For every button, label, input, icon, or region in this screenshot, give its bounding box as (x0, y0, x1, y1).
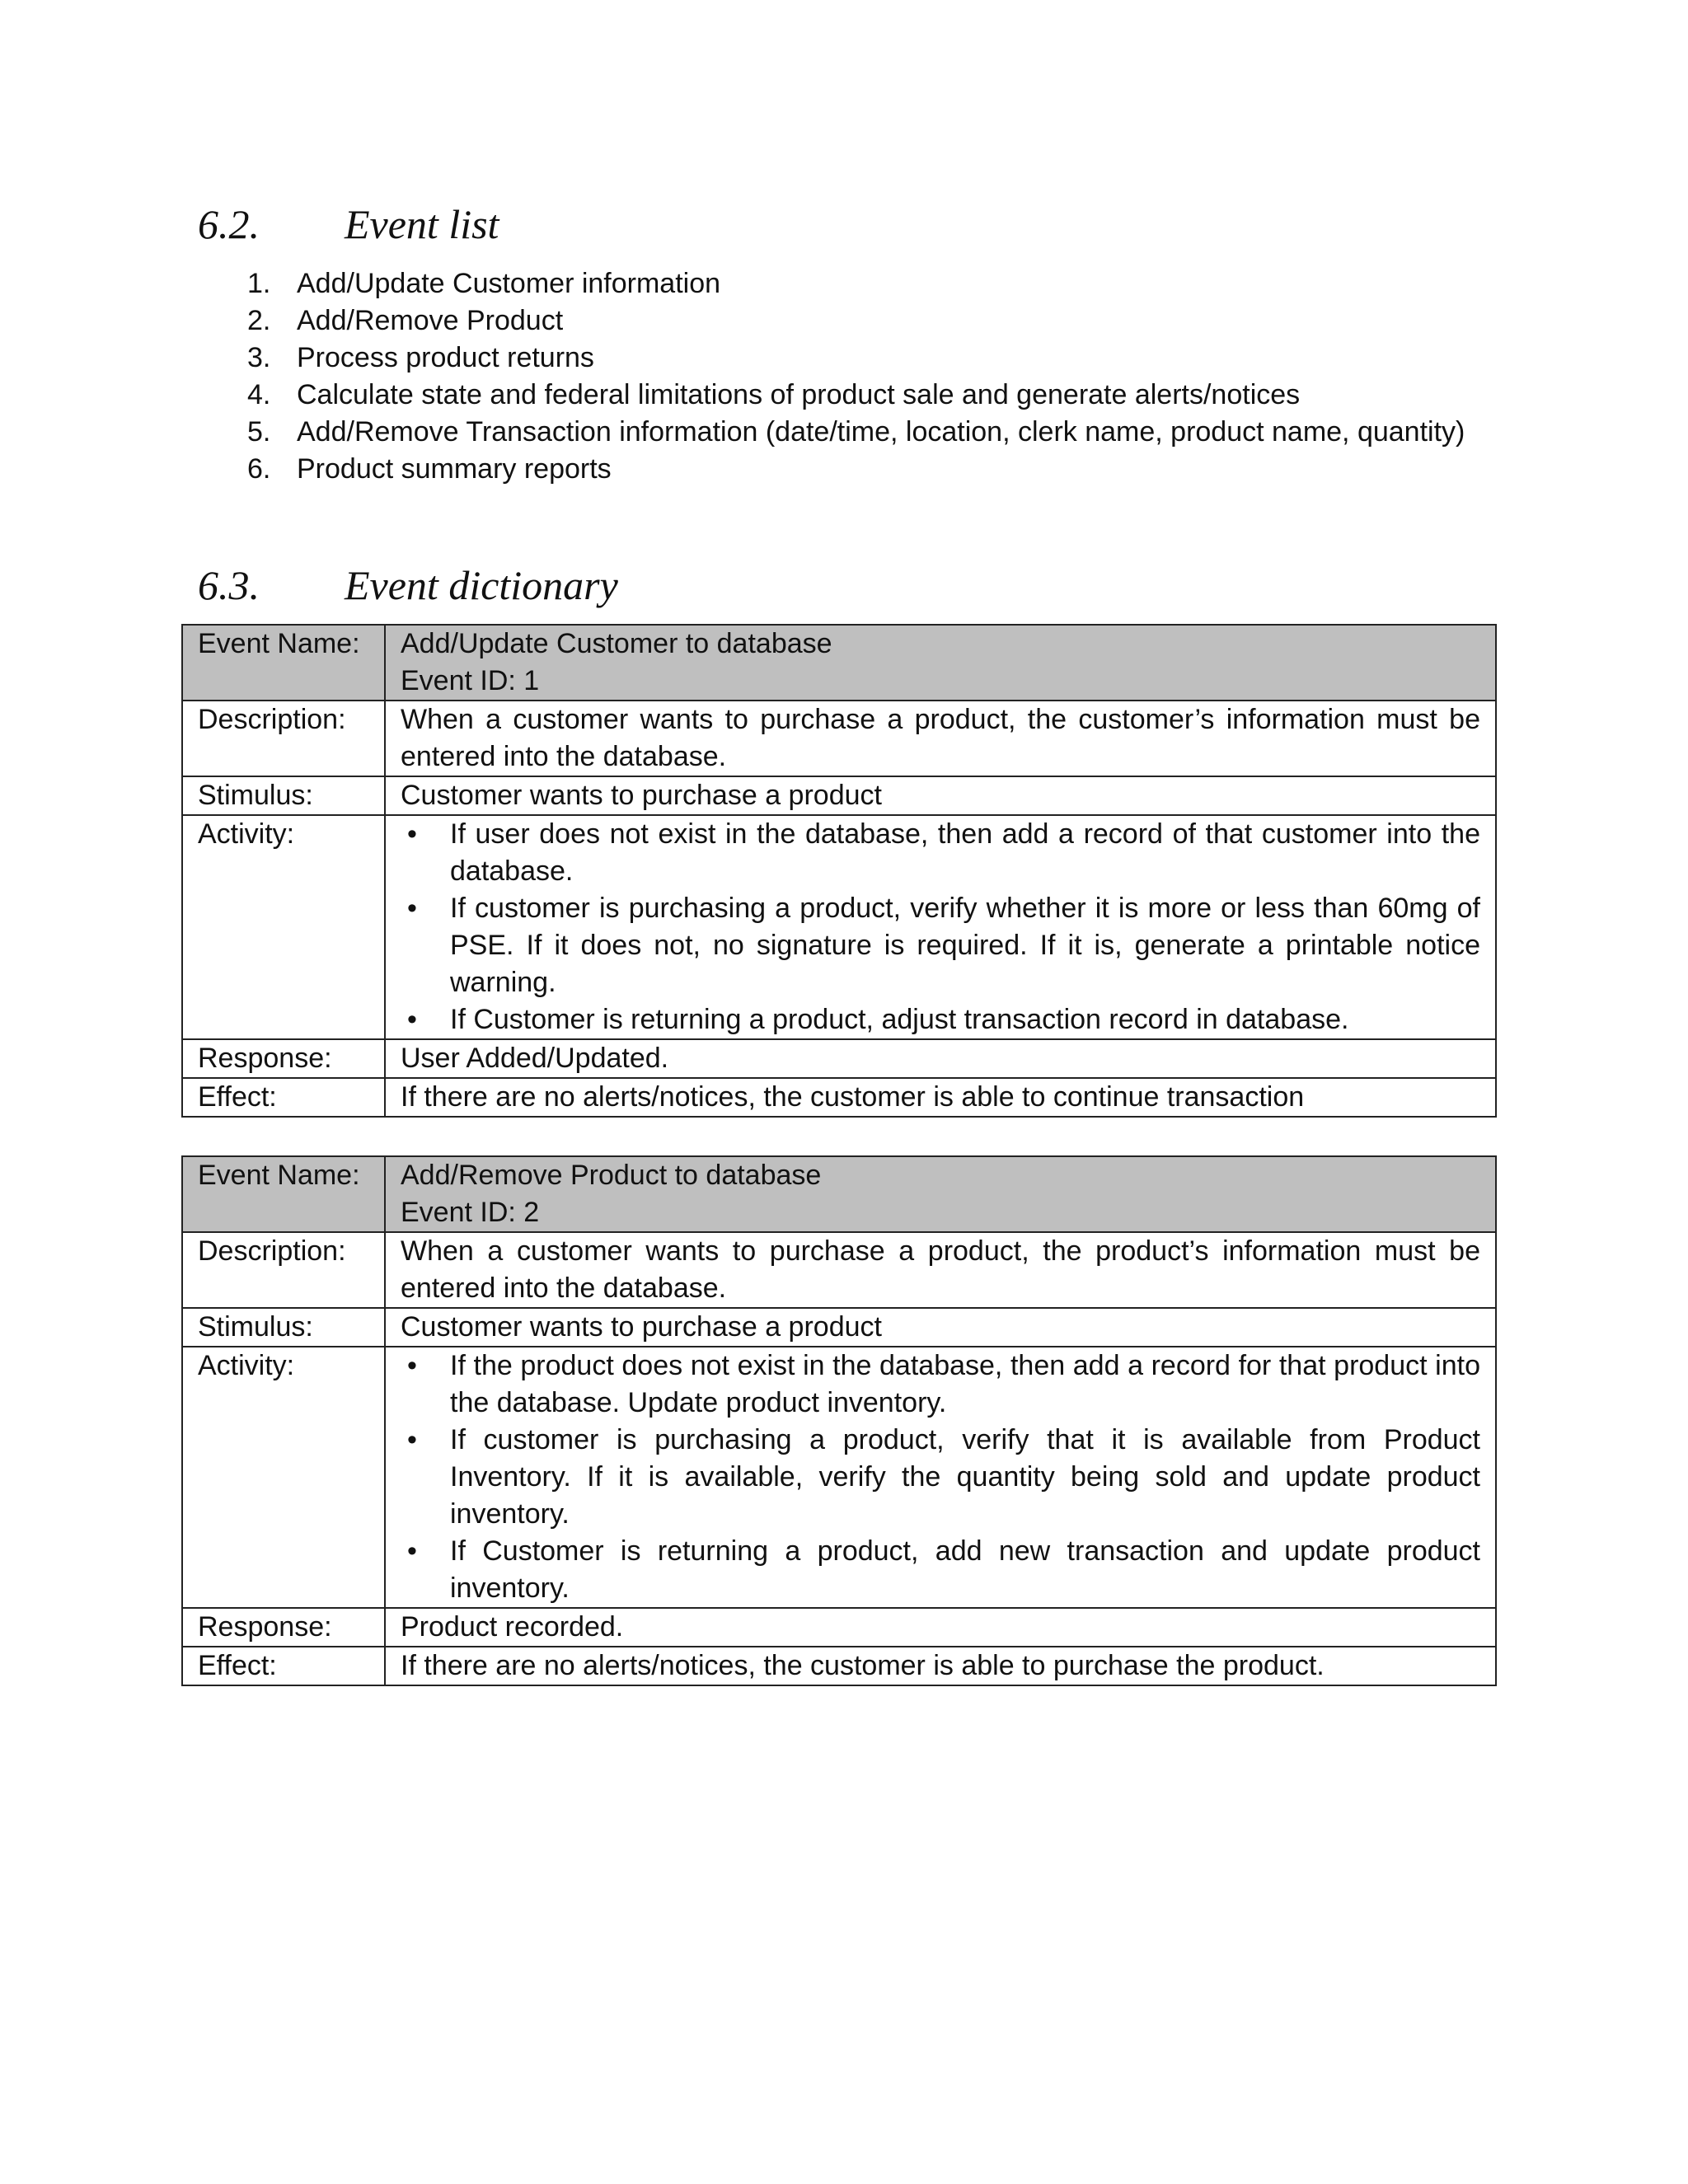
list-item (247, 265, 1465, 302)
activity-cell (385, 815, 1496, 1039)
event-table-2 (181, 1155, 1497, 1686)
effect-text: If there are no alerts/notices, the customer is able to purchase the product. (385, 1647, 1496, 1685)
stimulus-label: Stimulus: (182, 776, 385, 815)
activity-text: If customer is purchasing a product, verify whether it is more or less than 60mg of PSE. If it does not, no signature is required. If it is, generate a printable notice warning. (450, 893, 1480, 998)
table-row-description (182, 1232, 1496, 1308)
list-item (247, 414, 1465, 451)
bullet-icon: • (407, 818, 417, 850)
section-number: 6.3. (198, 562, 260, 608)
event-id: Event ID: 2 (401, 1197, 540, 1228)
list-item-text: Process product returns (297, 342, 594, 373)
table-row-event-name (182, 1156, 1496, 1232)
event-name: Add/Remove Product to database (401, 1160, 822, 1191)
section-title: Event dictionary (345, 562, 618, 608)
list-item-number: 4. (247, 379, 271, 410)
description-text: When a customer wants to purchase a product, the customer’s information must be entered into the database. (385, 701, 1496, 776)
list-item-number: 2. (247, 305, 271, 336)
list-item (401, 1422, 1480, 1533)
response-text: User Added/Updated. (385, 1039, 1496, 1078)
list-item (401, 816, 1480, 890)
event-name-label: Event Name: (182, 625, 385, 701)
description-label: Description: (182, 701, 385, 776)
activity-text: If user does not exist in the database, then add a record of that customer into the database. (450, 818, 1480, 887)
list-item (247, 377, 1465, 414)
list-item (401, 1001, 1480, 1038)
activity-list (401, 1347, 1480, 1607)
effect-label: Effect: (182, 1647, 385, 1685)
table-row-stimulus (182, 776, 1496, 815)
list-item (401, 1533, 1480, 1607)
description-label: Description: (182, 1232, 385, 1308)
section-title: Event list (345, 201, 499, 247)
effect-label: Effect: (182, 1078, 385, 1117)
response-text: Product recorded. (385, 1608, 1496, 1647)
stimulus-text: Customer wants to purchase a product (385, 1308, 1496, 1347)
bullet-icon: • (407, 1535, 417, 1567)
list-item (247, 302, 1465, 340)
activity-list (401, 816, 1480, 1038)
list-item-number: 6. (247, 453, 271, 485)
list-item-number: 1. (247, 268, 271, 299)
response-label: Response: (182, 1039, 385, 1078)
event-list (247, 265, 1465, 488)
section-number: 6.2. (198, 201, 260, 247)
stimulus-text: Customer wants to purchase a product (385, 776, 1496, 815)
section-heading-event-list (198, 199, 499, 249)
table-row-effect (182, 1647, 1496, 1685)
table-row-activity (182, 815, 1496, 1039)
bullet-icon: • (407, 1424, 417, 1455)
table-row-activity (182, 1347, 1496, 1608)
effect-text: If there are no alerts/notices, the customer is able to continue transaction (385, 1078, 1496, 1117)
list-item-text: Add/Update Customer information (297, 268, 721, 299)
activity-cell (385, 1347, 1496, 1608)
activity-text: If the product does not exist in the database, then add a record for that product into the database. Update product inventory. (450, 1350, 1480, 1418)
list-item (247, 451, 1465, 488)
bullet-icon: • (407, 1004, 417, 1035)
stimulus-label: Stimulus: (182, 1308, 385, 1347)
list-item-text: Product summary reports (297, 453, 612, 485)
table-row-response (182, 1608, 1496, 1647)
table-row-response (182, 1039, 1496, 1078)
section-heading-event-dictionary (198, 560, 618, 610)
event-name-cell (385, 1156, 1496, 1232)
list-item-text: Add/Remove Transaction information (date/time, location, clerk name, product name, quantity) (297, 416, 1465, 448)
description-text: When a customer wants to purchase a product, the product’s information must be entered into the database. (385, 1232, 1496, 1308)
bullet-icon: • (407, 1350, 417, 1381)
table-row-stimulus (182, 1308, 1496, 1347)
list-item (401, 890, 1480, 1001)
list-item (401, 1347, 1480, 1422)
activity-label: Activity: (182, 815, 385, 1039)
event-id: Event ID: 1 (401, 665, 540, 696)
activity-text: If Customer is returning a product, add new transaction and update product inventory. (450, 1535, 1480, 1604)
activity-label: Activity: (182, 1347, 385, 1608)
activity-text: If Customer is returning a product, adjust transaction record in database. (450, 1004, 1349, 1035)
activity-text: If customer is purchasing a product, verify that it is available from Product Inventory. If it is available, verify the quantity being sold and update product inventory. (450, 1424, 1480, 1530)
table-row-event-name (182, 625, 1496, 701)
list-item-text: Calculate state and federal limitations of product sale and generate alerts/notices (297, 379, 1301, 410)
event-name: Add/Update Customer to database (401, 628, 832, 659)
table-row-description (182, 701, 1496, 776)
event-name-label: Event Name: (182, 1156, 385, 1232)
bullet-icon: • (407, 893, 417, 924)
list-item-number: 5. (247, 416, 271, 448)
event-table-1 (181, 624, 1497, 1118)
response-label: Response: (182, 1608, 385, 1647)
table-row-effect (182, 1078, 1496, 1117)
event-name-cell (385, 625, 1496, 701)
list-item-number: 3. (247, 342, 271, 373)
list-item-text: Add/Remove Product (297, 305, 564, 336)
list-item (247, 340, 1465, 377)
